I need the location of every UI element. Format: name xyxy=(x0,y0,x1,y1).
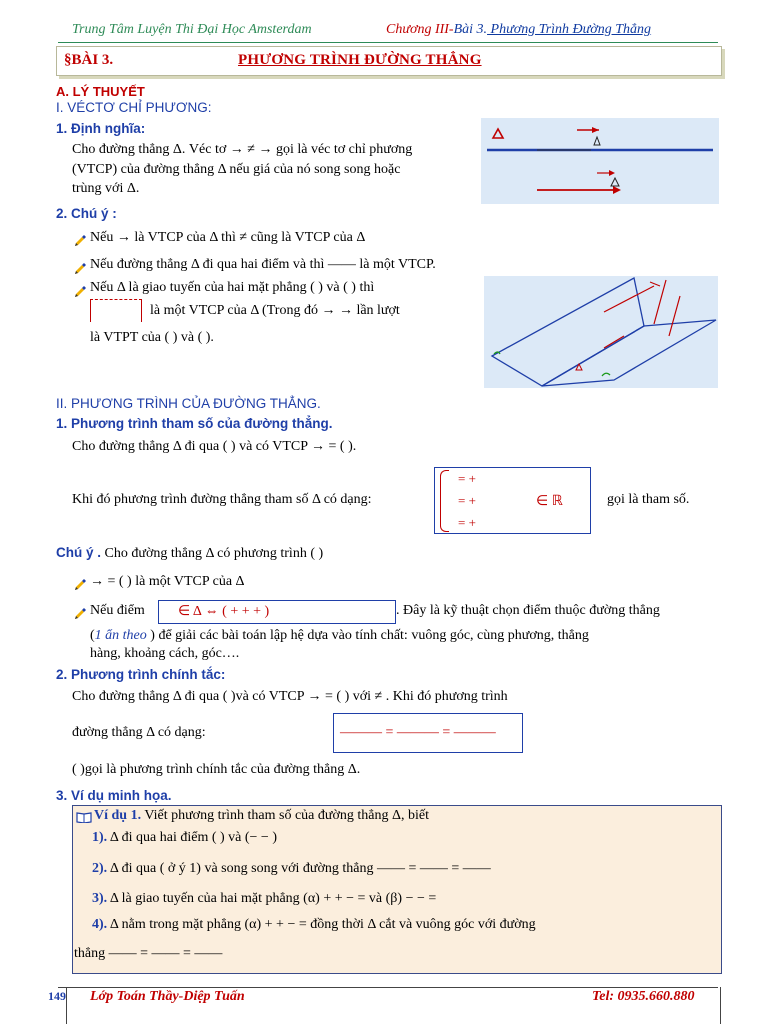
example-heading: 3. Ví dụ minh họa. xyxy=(56,788,172,803)
header-lesson: Bài 3. xyxy=(453,22,488,37)
lesson-number: §BÀI 3. xyxy=(64,52,114,68)
parametric-tail: gọi là tham số. xyxy=(607,492,690,507)
example-item-text: Δ đi qua hai điểm ( ) và (− − ) xyxy=(107,830,277,845)
canonical-heading: 2. Phương trình chính tắc: xyxy=(56,667,226,682)
header-center-name: Trung Tâm Luyện Thi Đại Học Amsterdam xyxy=(72,22,312,37)
parametric-heading: 1. Phương trình tham số của đường thẳng. xyxy=(56,416,333,431)
canonical-equation: ——— = ——— = ——— xyxy=(340,725,496,740)
system-brace xyxy=(440,470,449,532)
example-item-num: 3). xyxy=(92,891,108,906)
footer-divider xyxy=(58,987,718,988)
footer-phone: Tel: 0935.660.880 xyxy=(592,989,695,1004)
remark-line-3: hàng, khoảng cách, góc…. xyxy=(90,646,240,661)
parameter-domain: ∈ ℝ xyxy=(536,494,563,509)
remark-item-1: → = ( ) là một VTCP của Δ xyxy=(90,574,245,589)
remark-label: Chú ý . xyxy=(56,545,102,560)
planes-intersection-diagram xyxy=(484,276,718,388)
page-number: 149 xyxy=(48,989,66,1003)
parametric-line-2: Khi đó phương trình đường thẳng tham số Δ có dạng: xyxy=(72,492,372,507)
lesson-title: PHƯƠNG TRÌNH ĐƯỜNG THẲNG xyxy=(238,52,482,68)
pencil-icon xyxy=(74,607,86,625)
remark-item-2-tail: . Đây là kỹ thuật chọn điểm thuộc đường thẳng xyxy=(396,603,660,618)
definition-line-1: Cho đường thẳng Δ. Véc tơ → ≠ → gọi là véc tơ chỉ phương xyxy=(72,142,413,157)
canonical-line-3: ( )gọi là phương trình chính tắc của đường thẳng Δ. xyxy=(72,762,361,777)
example-title-line xyxy=(94,808,429,824)
example-item-3 xyxy=(92,891,436,907)
planes-intersection-figure xyxy=(484,276,718,388)
header-chapter xyxy=(386,22,651,38)
remark-text: Cho đường thẳng Δ có phương trình ( ) xyxy=(101,546,324,561)
example-title-rest: Viết phương trình tham số của đường thẳng Δ, biết xyxy=(141,808,429,823)
remark-line-2: (1 ẩn theo ) để giải các bài toán lập hệ dựa vào tính chất: vuông góc, cùng phương, thẳng xyxy=(90,628,589,643)
example-item-4 xyxy=(92,917,536,933)
note-item-3-line-2: là một VTCP của Δ (Trong đó → → lần lượt xyxy=(150,303,400,318)
note-item-3-line-3: là VTPT của ( ) và ( ). xyxy=(90,330,214,345)
note-item-1: Nếu → là VTCP của Δ thì ≠ cũng là VTCP của Δ xyxy=(90,230,366,245)
note-heading: 2. Chú ý : xyxy=(56,206,117,221)
example-item-num: 4). xyxy=(92,917,108,932)
section-a-heading: A. LÝ THUYẾT xyxy=(56,84,145,99)
pencil-icon xyxy=(74,578,86,596)
example-item-text: Δ là giao tuyến của hai mặt phẳng (α) + + − = và (β) − − = xyxy=(107,891,437,906)
example-item-num: 1). xyxy=(92,830,108,845)
pencil-icon xyxy=(74,285,86,303)
point-on-line-formula: ∈ Δ ⇔ ( + + + ) xyxy=(178,604,270,619)
cross-product-bracket xyxy=(90,299,142,322)
system-row-y: = + xyxy=(458,493,476,508)
remark-line xyxy=(56,545,323,562)
footer-left-rule xyxy=(66,987,67,1024)
system-row-x: = + xyxy=(458,471,476,486)
example-item-1 xyxy=(92,830,277,846)
parallel-lines-diagram xyxy=(481,118,719,204)
canonical-line-2: đường thẳng Δ có dạng: xyxy=(72,725,206,740)
example-item-text: Δ nằm trong mặt phẳng (α) + + − = đồng thời Δ cắt và vuông góc với đường xyxy=(107,917,536,932)
example-title: Ví dụ 1. xyxy=(94,808,142,823)
example-item-text: Δ đi qua ( ở ý 1) và song song với đường thẳng —— = —— = —— xyxy=(107,861,491,876)
remark-italic: 1 ẩn theo xyxy=(94,628,147,643)
remark-item-2: Nếu điểm xyxy=(90,603,145,618)
canonical-line-1: Cho đường thẳng Δ đi qua ( )và có VTCP → = ( ) với ≠ . Khi đó phương trình xyxy=(72,689,508,704)
example-item-num: 2). xyxy=(92,861,108,876)
parametric-line-1: Cho đường thẳng Δ đi qua ( ) và có VTCP → = ( ). xyxy=(72,439,357,454)
parallel-lines-figure xyxy=(481,118,719,204)
section-equation-heading: II. PHƯƠNG TRÌNH CỦA ĐƯỜNG THẲNG. xyxy=(56,396,321,411)
definition-heading: 1. Định nghĩa: xyxy=(56,121,146,136)
note-item-2: Nếu đường thẳng Δ đi qua hai điểm và thì —— là một VTCP. xyxy=(90,257,436,272)
header-chapter-red: Chương III- xyxy=(386,22,454,37)
footer-teacher: Lớp Toán Thầy-Diệp Tuấn xyxy=(90,989,245,1004)
remark-line-2-rest: ) để giải các bài toán lập hệ dựa vào tính chất: vuông góc, cùng phương, thẳng xyxy=(150,628,589,643)
definition-line-3: trùng với Δ. xyxy=(72,181,140,196)
system-row-z: = + xyxy=(458,515,476,530)
pencil-icon xyxy=(74,262,86,280)
header-lesson-title: Phương Trình Đường Thẳng xyxy=(487,22,652,37)
note-item-3: Nếu Δ là giao tuyến của hai mặt phẳng ( ) và ( ) thì xyxy=(90,280,375,295)
section-vtcp-heading: I. VÉCTƠ CHỈ PHƯƠNG: xyxy=(56,100,212,115)
footer-right-rule xyxy=(720,987,721,1024)
book-icon xyxy=(76,810,92,828)
example-last-line: thẳng —— = —— = —— xyxy=(74,946,223,961)
pencil-icon xyxy=(74,234,86,252)
definition-line-2: (VTCP) của đường thẳng Δ nếu giá của nó song song hoặc xyxy=(72,162,401,177)
header-divider xyxy=(58,42,718,43)
example-item-2 xyxy=(92,861,491,877)
